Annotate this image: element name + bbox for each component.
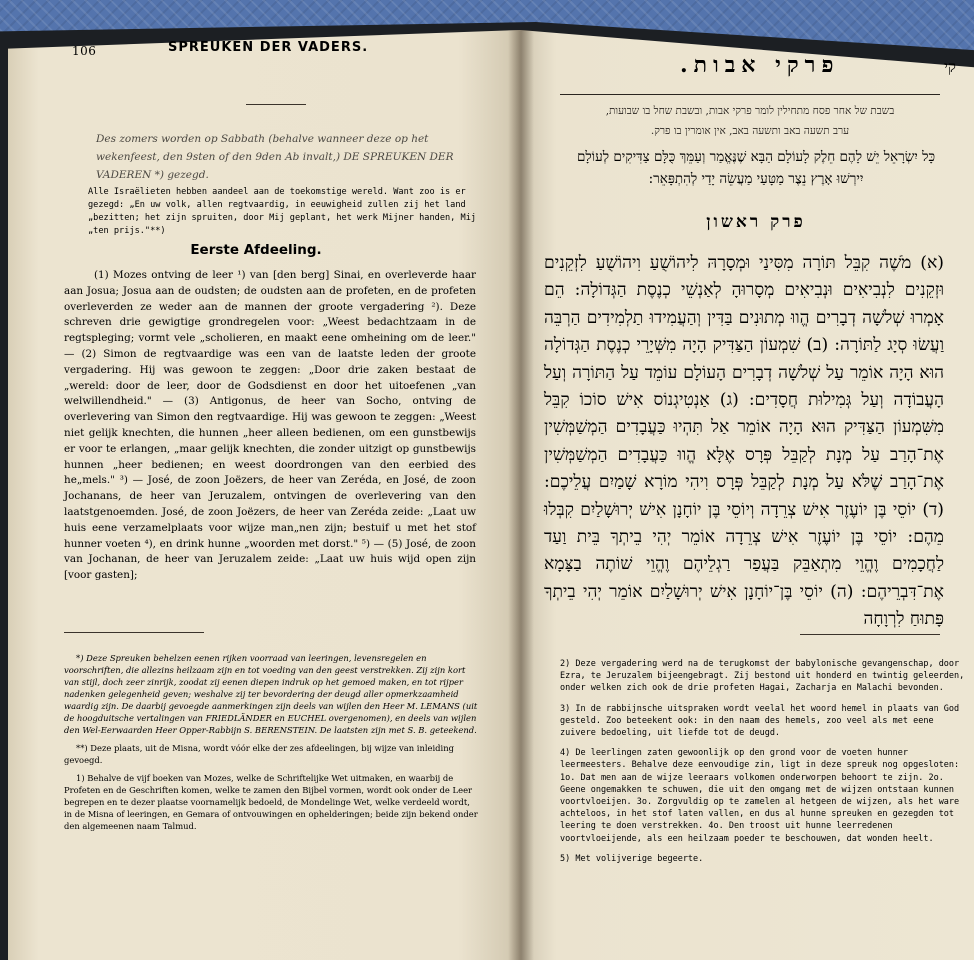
running-head-left: SPREUKEN DER VADERS.	[168, 40, 369, 55]
running-head-right: פרקי אבות.	[680, 52, 840, 78]
intro-note: Alle Israëlieten hebben aandeel aan de toekomstige wereld. Want zoo is er gezegd: „En uw volk, allen regtvaardig, in eeuwigheid zullen zij het land „bezitten; het zijn spruiten, door Mij geplant, het werk Mijner handen, Mij „ten prijs."**)	[88, 187, 477, 236]
footnote-rule-right	[800, 634, 940, 635]
footnotes-right	[560, 658, 968, 873]
intro-text: Des zomers worden op Sabbath (behalve wanneer deze op het wekenfeest, den 9sten of den 9den Ab invalt,) DE SPREUKEN DER VADEREN *) gezegd.	[96, 133, 454, 181]
hebrew-main-text: (א) מֹשֶׁה קִבֵּל תּוֹרָה מִסִּינַי וּמְסָרָהּ לִיהוֹשֻׁעַ וִיהוֹשֻׁעַ לִזְקֵנִים וּזְקֵנִים לִנְבִיאִים וּנְבִיאִים מְסָרוּהָ לְאַנְשֵׁי כְנֶסֶת הַגְּדוֹלָה: הֵם אָמְרוּ שְׁלשָׁה דְבָרִים הֱווּ מְתוּנִים בַּדִּין וְהַעֲמִידוּ תַלְמִידִים הַרְבֵּה וַעֲשׂוּ סְיָג לַתּוֹרָה: (ב) שִׁמְעוֹן הַצַּדִּיק הָיָה מִשְּׁיָרֵי כְנֶסֶת הַגְּדוֹלָה הוּא הָיָה אוֹמֵר עַל שְׁלשָׁה דְבָרִים הָעוֹלָם עוֹמֵד עַל הַתּוֹרָה וְעַל הָעֲבוֹדָה וְעַל גְּמִילוּת חֲסָדִים: (ג) אַנְטִיגְנוֹס אִישׁ סוֹכוֹ קִבֵּל מִשִּׁמְעוֹן הַצַּדִּיק הוּא הָיָה אוֹמֵר אַל תִּהְיוּ כַּעֲבָדִים הַמְשַׁמְּשִׁין אֶת־הָרַב עַל מְנָת לְקַבֵּל פְּרָס אֶלָּא הֱווּ כַּעֲבָדִים הַמְשַׁמְּשִׁין אֶת־הָרַב שֶׁלֹּא עַל מְנָת לְקַבֵּל פְּרָס וִיהִי מוֹרָא שָׁמַיִם עֲלֵיכֶם: (ד) יוֹסֵי בֶּן יוֹעֶזֶר אִישׁ צְרֵדָה וְיוֹסֵי בֶּן יוֹחָנָן אִישׁ יְרוּשָׁלַיִם קִבְּלוּ מֵהֶם: יוֹסֵי בֶּן יוֹעֶזֶר אִישׁ צְרֵדָה אוֹמֵר יְהִי בֵיתְךָ בֵּית וַעַד לַחֲכָמִים וֶהֱוֵי מִתְאַבֵּק בַּעֲפַר רַגְלֵיהֶם וֶהֱוֵי שׁוֹתֶה בַצָּמָא אֶת־דִּבְרֵיהֶם: (ה) יוֹסֵי בֶּן־יוֹחָנָן אִישׁ יְרוּשָׁלַיִם אוֹמֵר יְהִי בֵיתְךָ פָּתוּחַ לִרְוָחָה	[544, 253, 944, 630]
hebrew-intro-line-1: בשבת של אחר פסח מתחילין לומר פרקי אבות, ובשבת שחל בו שבועות,	[605, 105, 895, 117]
footnote-3: 3) In de rabbijnsche uitspraken wordt veelal het woord hemel in plaats van God gesteld. Zoo beteekent ook: in den naam des hemels, zoo veel als met eene zuivere bedoeling, uit liefde tot de deugd.	[560, 703, 960, 739]
footnotes-left	[64, 652, 478, 838]
book-gutter	[508, 30, 534, 960]
header-rule-left	[246, 104, 306, 105]
footnote-double-star: **) Deze plaats, uit de Misna, wordt vóór elke der zes afdeelingen, bij wijze van inleiding gevoegd.	[64, 743, 454, 765]
header-rule-right	[560, 94, 940, 95]
footnote-rule-left	[64, 632, 204, 633]
footnote-4: 4) De leerlingen zaten gewoonlijk op den grond voor de voeten hunner leermeesters. Behalve deze eenvoudige zin, ligt in deze spreuk nog opgesloten: 1o. Dat men aan de wijze leeraars volkomen onderworpen behoort te zijn. 2o. Geene ongemakken te schuwen, die uit den omgang met de wijzen ontstaan kunnen voortvloeijen. 3o. Zorgvuldig op te zamelen al hetgeen de wijzen, als het ware achteloos, in het stof laten vallen, en dus al hunne spreuken en gezegden tot leering te doen verstrekken. 4o. Den troost uit hunne leerredenen voortvloeijende, als een heilzaam poeder te beschouwen, dat wonden heelt.	[560, 748, 960, 844]
chapter-title: פרק ראשון	[706, 212, 806, 232]
main-text-left	[64, 268, 476, 584]
footnote-5: 5) Met volijverige begeerte.	[560, 853, 704, 864]
footnote-1: 1) Behalve de vijf boeken van Mozes, welke de Schriftelijke Wet uitmaken, en waarbij de Profeten en de Geschriften komen, welke te zamen den Bijbel vormen, wordt ook onder de Leer begrepen en te dezer plaatse voornamelijk bedoeld, de Mondelinge Wet, welke verdeeld wordt, in de Misna of leeringen, en Gemara of ontvouwingen en ophelderingen; beide zijn bekend onder den algemeenen naam Talmud.	[64, 773, 478, 831]
footnote-star: *) Deze Spreuken behelzen eenen rijken voorraad van leeringen, levensregelen en voorschriften, die allezins heilzaam zijn en tot voeding van den geest verstrekken. Zij zijn kort van stijl, doch zeer zinrijk, zoodat zij eenen diepen indruk op het gemoed maken, en tot rijper nadenken gelegenheid geven; weshalve zij ter bevordering der deugd aller opmerkzaamheid waardig zijn. De daarbij gevoegde aanmerkingen zijn deels van wijlen den Heer M. LEMANS (uit de hoogduitsche vertalingen van FRIEDLÄNDER en EUCHEL overgenomen), en deels van wijlen den Wel-Eerwaarden Heer Opper-Rabbijn S. BERENSTEIN. De laatsten zijn met S. B. geteekend.	[64, 653, 478, 735]
hebrew-intro-line-2: ערב תשעה באב ותשעה באב, אין אומרין בו פרק.	[650, 125, 850, 137]
main-paragraph: (1) Mozes ontving de leer ¹) van [den berg] Sinai, en overleverde haar aan Josua; Josua aan de oudsten; de oudsten aan de profeten, en de profeten overleverden ze weder aan de mannen der groote vergadering ²). Deze schreven drie gewigtige grondregelen voor: „Weest bedachtzaam in de regtspleging; vormt vele „scholieren, en maakt eene omheining om de leer." — (2) Simon de regtvaardige was een van de laatste leden der groote vergadering. Hij was gewoon te zeggen: „Door drie zaken bestaat de „wereld: door de leer, door de Godsdienst en door het uitoefenen „van welwillendheid." — (3) Antigonus, de heer van Socho, ontving de overlevering van Simon den regtvaardige. Hij was gewoon te zeggen: „Weest niet gelijk knechten, die hunnen „heer alleen bedienen, om een gunstbewijs er voor te erlangen, „maar gelijk knechten, die zonder uitzigt op gunstbewijs hunnen „heer bedienen; en weest doordrongen van den eerbied des he„mels." ³) — José, de zoon Joëzers, de heer van Zeréda, en José, de zoon Jochanans, de heer van Jeruzalem, ontvingen de overlevering van den laatstgenoemden. José, de zoon Joëzers, de heer van Zeréda zeide: „Laat uw huis eene verzamelplaats voor wijze man„nen zijn; bestuif u met het stof hunner voeten ⁴), en drink hunne „woorden met dorst." ⁵) — (5) José, de zoon van Jochanan, de heer van Jeruzalem zeide: „Laat uw huis wijd open zijn [voor gasten];	[64, 269, 476, 582]
footnote-2: 2) Deze vergadering werd na de terugkomst der babylonische gevangenschap, door Ezra, te Jeruzalem bijeengebragt. Zij bestond uit honderd en twintig geleerden, onder welken zich ook de drie profeten Hagai, Zacharja en Malachi bevonden.	[560, 659, 965, 694]
page-number-left: 106	[72, 44, 97, 58]
section-title: Eerste Afdeeling.	[190, 242, 322, 258]
page-number-right: קי	[944, 58, 956, 76]
hebrew-verse: כָּל יִשְׂרָאֵל יֵשׁ לָהֶם חֵלֶק לָעוֹלָם הַבָּא שֶׁנֶּאֱמַר וְעַמֵּךְ כֻּלָּם צַדִּיקִים לְעוֹלָם יִירְשׁוּ אָרֶץ נֵצֶר מַטָּעַי מַעֲשֵׂה יָדַי לְהִתְפָּאֵר:	[576, 149, 936, 187]
